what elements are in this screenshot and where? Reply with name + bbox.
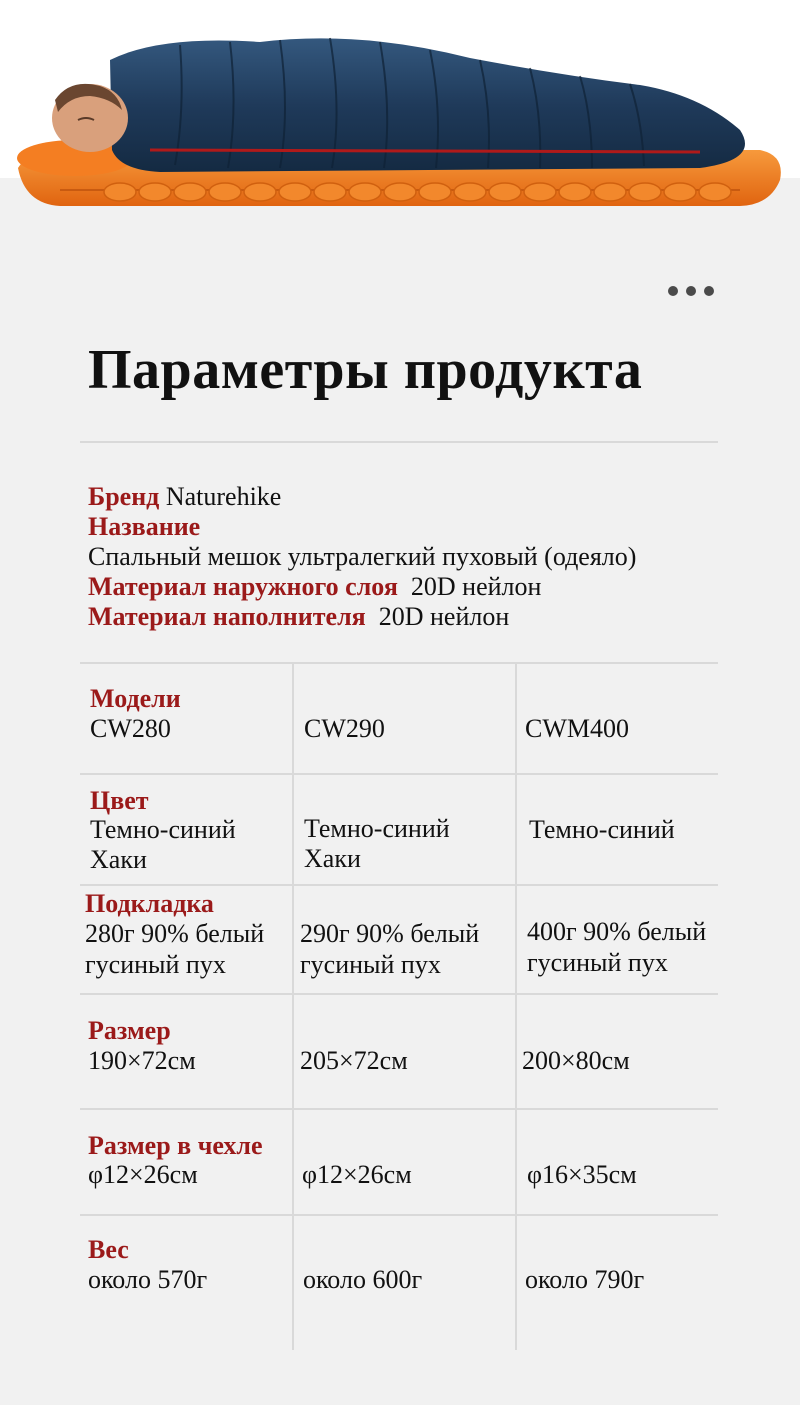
model-cwm400: CWM400 xyxy=(525,714,629,743)
sleeping-bag xyxy=(110,38,745,172)
brand-label: Бренд xyxy=(88,482,160,511)
lining-cwm400-2: гусиный пух xyxy=(527,948,668,977)
table-line-4 xyxy=(80,1108,718,1110)
sleeper-head xyxy=(52,84,128,152)
label-size: Размер xyxy=(88,1016,171,1045)
spec-outer xyxy=(88,572,541,602)
filler-label: Материал наполнителя xyxy=(88,602,366,631)
color-cw290-1: Темно-синий xyxy=(304,814,450,843)
name-label: Название xyxy=(88,512,201,541)
lining-cw290-2: гусиный пух xyxy=(300,950,441,979)
table-line-3 xyxy=(80,993,718,995)
lining-cwm400-1: 400г 90% белый xyxy=(527,917,707,946)
packed-cw280: φ12×26см xyxy=(88,1160,198,1189)
color-cw280-1: Темно-синий xyxy=(90,815,236,844)
product-photo xyxy=(0,0,800,215)
lining-cw290-1: 290г 90% белый xyxy=(300,919,480,948)
outer-value: 20D нейлон xyxy=(410,572,542,601)
label-models: Модели xyxy=(90,684,181,713)
name-value: Спальный мешок ультралегкий пуховый (одеяло) xyxy=(88,542,637,571)
size-cwm400: 200×80см xyxy=(522,1046,630,1075)
color-cw280-2: Хаки xyxy=(90,845,147,874)
weight-cw280: около 570г xyxy=(88,1265,208,1294)
size-cw280: 190×72см xyxy=(88,1046,196,1075)
color-cw290-2: Хаки xyxy=(304,844,361,873)
filler-value: 20D нейлон xyxy=(378,602,510,631)
divider-top xyxy=(80,441,718,443)
outer-label: Материал наружного слоя xyxy=(88,572,398,601)
packed-cw290: φ12×26см xyxy=(302,1160,412,1189)
label-weight: Вес xyxy=(88,1235,129,1264)
spec-brand xyxy=(88,482,281,512)
model-cw290: CW290 xyxy=(304,714,385,743)
weight-cwm400: около 790г xyxy=(525,1265,645,1294)
label-packed-size: Размер в чехле xyxy=(88,1131,263,1160)
color-cwm400-1: Темно-синий xyxy=(529,815,675,844)
table-vline-1 xyxy=(292,664,294,1350)
table-line-5 xyxy=(80,1214,718,1216)
model-cw280: CW280 xyxy=(90,714,171,743)
label-color: Цвет xyxy=(90,786,149,815)
spec-filler xyxy=(88,602,509,632)
table-vline-2 xyxy=(515,664,517,1350)
spec-name-value xyxy=(88,542,636,572)
table-line-0 xyxy=(80,662,718,664)
table-line-2 xyxy=(80,884,718,886)
packed-cwm400: φ16×35см xyxy=(527,1160,637,1189)
size-cw290: 205×72см xyxy=(300,1046,408,1075)
lining-cw280-2: гусиный пух xyxy=(85,950,226,979)
weight-cw290: около 600г xyxy=(303,1265,423,1294)
brand-value: Naturehike xyxy=(165,482,282,511)
spec-name-label xyxy=(88,512,200,542)
table-line-1 xyxy=(80,773,718,775)
page-title: Параметры продукта xyxy=(88,339,643,401)
more-dots-icon xyxy=(668,286,714,296)
lining-cw280-1: 280г 90% белый xyxy=(85,919,265,948)
label-lining: Подкладка xyxy=(85,889,214,918)
